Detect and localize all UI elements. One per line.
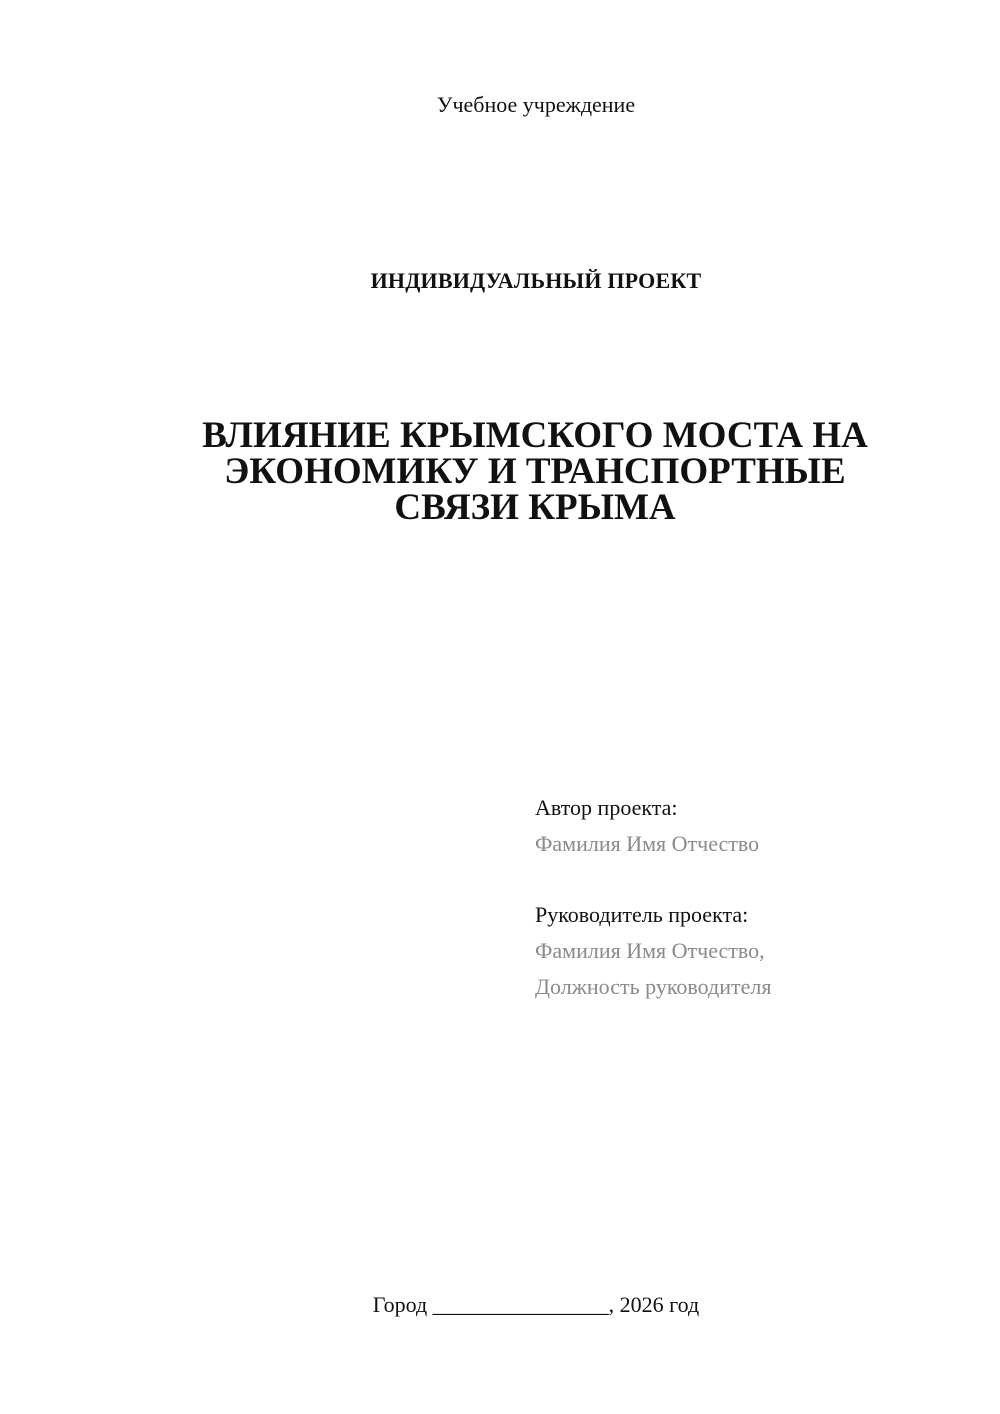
city-year-line: Город ________________, 2026 год <box>372 1292 700 1317</box>
project-title-line-1: ВЛИЯНИЕ КРЫМСКОГО МОСТА НА <box>202 415 868 456</box>
supervisor-label: Руководитель проекта: <box>535 902 749 927</box>
project-type-heading: ИНДИВИДУАЛЬНЫЙ ПРОЕКТ <box>370 268 702 293</box>
supervisor-position: Должность руководителя <box>535 974 772 999</box>
credits-spacer <box>535 862 771 897</box>
project-title <box>150 415 920 528</box>
author-label: Автор проекта: <box>535 795 678 820</box>
project-credits <box>535 790 771 1005</box>
author-name: Фамилия Имя Отчество <box>535 831 760 856</box>
supervisor-name: Фамилия Имя Отчество, <box>535 938 765 963</box>
project-title-line-2: ЭКОНОМИКУ И ТРАНСПОРТНЫЕ <box>224 451 846 492</box>
institution-name: Учебное учреждение <box>436 92 636 117</box>
project-title-line-3: СВЯЗИ КРЫМА <box>394 487 676 528</box>
